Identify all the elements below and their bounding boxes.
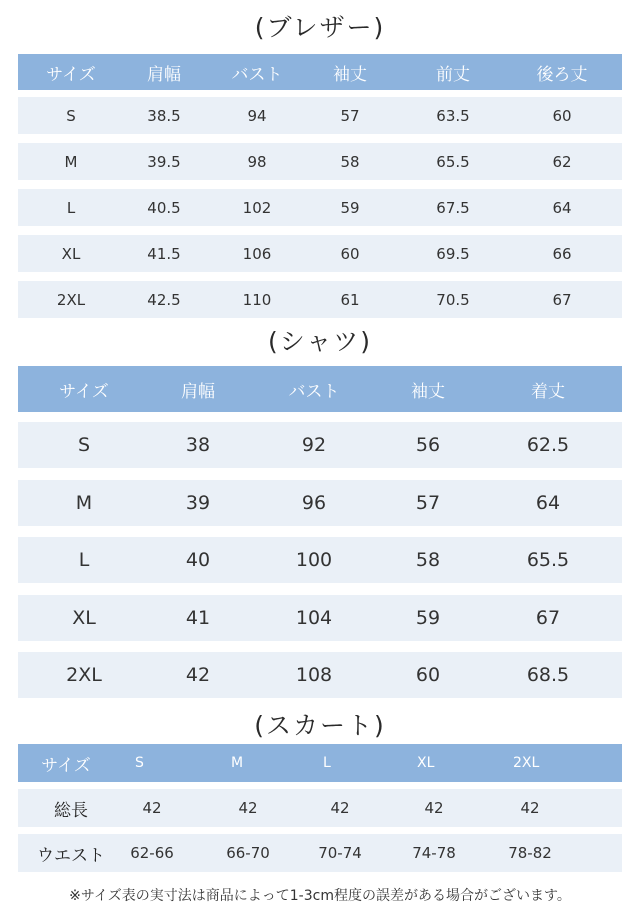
header-cell: 前丈	[436, 64, 470, 85]
table-cell: 64	[535, 491, 561, 514]
table-cell: 40.5	[147, 198, 181, 217]
table-cell: 39	[185, 491, 211, 514]
table-cell: 78-82	[508, 844, 552, 862]
table-row	[18, 480, 622, 526]
table-cell: 67.5	[436, 198, 470, 217]
table-cell: 62.5	[526, 434, 570, 456]
table-cell: 68.5	[526, 664, 570, 686]
header-cell: 肩幅	[181, 381, 215, 402]
table-cell: 42.5	[147, 290, 181, 309]
table-cell: S	[66, 106, 76, 125]
table-cell: 60	[552, 106, 572, 125]
table-cell: 41.5	[147, 244, 181, 263]
header-cell: 2XL	[513, 755, 540, 771]
table-row	[18, 422, 622, 468]
table-cell: 104	[295, 606, 333, 629]
blazer-title: (ブレザー)	[254, 13, 386, 42]
header-cell: サイズ	[41, 755, 91, 776]
table-cell: S	[77, 434, 91, 456]
header-cell: 着丈	[531, 381, 565, 402]
header-cell: 肩幅	[147, 64, 181, 85]
table-cell: 62	[552, 152, 572, 171]
header-cell: L	[323, 755, 331, 771]
header-cell: 袖丈	[411, 381, 445, 402]
table-row	[18, 789, 622, 827]
table-cell: 61	[340, 290, 360, 309]
blazer-size-table	[18, 54, 622, 316]
table-cell: 42	[142, 799, 162, 817]
header-cell: バスト	[288, 381, 340, 402]
table-cell: 42	[238, 799, 258, 817]
size-note: ※サイズ表の実寸法は商品によって1-3cm程度の誤差がある場合がございます。	[69, 888, 571, 904]
header-cell: 後ろ丈	[536, 64, 588, 85]
table-row	[18, 537, 622, 583]
table-cell: 38	[185, 434, 211, 456]
header-cell: バスト	[231, 64, 283, 85]
table-cell: 42	[424, 799, 444, 817]
table-cell: 58	[340, 152, 360, 171]
table-cell: 66	[552, 244, 572, 263]
header-cell: M	[231, 755, 244, 771]
table-cell: L	[78, 549, 90, 571]
table-cell: 62-66	[130, 844, 174, 862]
table-cell: M	[75, 491, 93, 514]
table-cell: 38.5	[147, 106, 181, 125]
table-cell: 41	[185, 606, 211, 629]
table-cell: 2XL	[56, 290, 86, 309]
table-cell: 59	[415, 606, 441, 629]
table-row	[18, 189, 622, 226]
table-row	[18, 652, 622, 698]
table-cell: XL	[72, 606, 96, 629]
table-cell: 67	[552, 290, 572, 309]
table-cell: 64	[552, 198, 572, 217]
table-cell: 65.5	[436, 152, 470, 171]
table-cell: 110	[242, 290, 272, 309]
table-row	[18, 281, 622, 318]
table-cell: 66-70	[226, 844, 270, 862]
table-cell: 総長	[54, 800, 88, 821]
table-cell: ウエスト	[37, 845, 105, 866]
table-cell: 42	[520, 799, 540, 817]
table-cell: 108	[295, 664, 333, 686]
table-row	[18, 834, 622, 872]
skirt-header-row	[18, 744, 622, 782]
table-cell: 60	[415, 664, 441, 686]
table-cell: 65.5	[526, 549, 570, 571]
table-cell: 70.5	[436, 290, 470, 309]
table-cell: 74-78	[412, 844, 456, 862]
table-cell: 60	[340, 244, 360, 263]
table-row	[18, 97, 622, 134]
blazer-header-row	[18, 54, 622, 90]
table-row	[18, 235, 622, 272]
skirt-title: (スカート)	[254, 711, 386, 740]
table-cell: 39.5	[147, 152, 181, 171]
header-cell: S	[135, 755, 144, 771]
table-cell: L	[66, 198, 76, 217]
table-cell: M	[64, 152, 78, 171]
table-cell: 106	[242, 244, 272, 263]
table-cell: 96	[301, 491, 327, 514]
table-cell: 58	[415, 549, 441, 571]
table-cell: XL	[61, 244, 81, 263]
table-row	[18, 595, 622, 641]
table-cell: 70-74	[318, 844, 362, 862]
header-cell: 袖丈	[333, 64, 367, 85]
table-cell: 42	[330, 799, 350, 817]
table-cell: 56	[415, 434, 441, 456]
table-cell: 67	[535, 606, 561, 629]
shirt-header-row	[18, 366, 622, 412]
skirt-size-table	[18, 744, 622, 872]
table-cell: 57	[415, 491, 441, 514]
table-cell: 57	[340, 106, 360, 125]
table-cell: 2XL	[66, 664, 102, 686]
header-cell: XL	[417, 755, 435, 771]
table-cell: 92	[301, 434, 327, 456]
table-cell: 40	[185, 549, 211, 571]
shirt-title: (シャツ)	[267, 327, 372, 356]
table-cell: 102	[242, 198, 272, 217]
table-row	[18, 143, 622, 180]
table-cell: 98	[247, 152, 267, 171]
shirt-size-table	[18, 366, 622, 700]
header-cell: サイズ	[59, 381, 109, 402]
table-cell: 100	[295, 549, 333, 571]
table-cell: 59	[340, 198, 360, 217]
header-cell: サイズ	[46, 64, 96, 85]
table-cell: 94	[247, 106, 267, 125]
table-cell: 42	[185, 664, 211, 686]
table-cell: 63.5	[436, 106, 470, 125]
table-cell: 69.5	[436, 244, 470, 263]
